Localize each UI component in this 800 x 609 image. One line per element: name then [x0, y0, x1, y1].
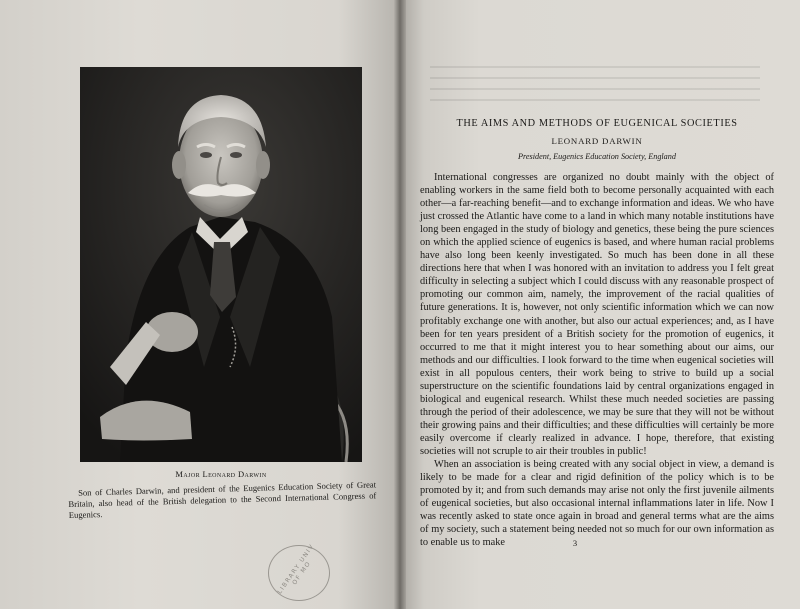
article-author: LEONARD DARWIN [551, 136, 643, 146]
library-stamp-text: LIBRARY UNIV OF MO [276, 542, 317, 596]
paragraph-2: When an association is being created with any social object in view, a demand is likely to be made for a clear and rigid definition of the policy which is to be promoted by it; and from such demands may arise not only the first juvenile ailments of eugenical societies, but also occasional internal inflammations later in life. Now I was recently asked to state once again in broad and general terms what are the aims of my society, such a statement being needed not so much for our own information as to enable us to make [420, 459, 774, 549]
portrait-illustration [80, 67, 362, 462]
paragraph-1: International congresses are organized no doubt mainly with the object of enabling workers in the same field both to become personally acquainted with each other—a far-reaching benefit—and to exchange information and ideas. We who have just crossed the Atlantic have come to a land in which many notable institutions have long been engaged in the study of biology and genetics, these being the pure sciences on which the applied science of eugenics is based, and where human racial problems have also long been keenly investigated. So much has been done in all these directions here that when I was honored with an invitation to address you I felt great difficulty in selecting a subject which I could discuss with any reasonable prospect of promoting our common aim, namely, the improvement of the racial qualities of future generations. It is, however, not only scientific information which we can now profitably exchange one with another, but also our actual experiences; and, as I have been for ten years president of a British society for the promotion of eugenics, it occurred to me that it might interest you to hear something about our aims, our methods and our difficulties. I look forward to the time when eugenical societies will exist in all populous centers, their work being to strive to build up a social superstructure on the scientific foundations laid by central organizations engaged in biological and eugenical research. Whilst these much needed societies are passing through the period of their adolescence, we may be sure that they will not be without their growing pains and their difficulties; and these difficulties will certainly be more easily overcome if clearly realized in advance. I hope, therefore, that existing societies will not scruple to air their troubles in public! [420, 172, 774, 457]
page-number: 3 [572, 538, 578, 548]
author-affiliation: President, Eugenics Education Society, England [518, 152, 676, 161]
article-title: THE AIMS AND METHODS OF EUGENICAL SOCIETIES [456, 118, 738, 129]
article [420, 118, 774, 549]
portrait-caption-title: Major Leonard Darwin [175, 469, 267, 479]
library-stamp [268, 542, 330, 601]
show-through-text [430, 66, 760, 106]
book-gutter [394, 0, 406, 609]
portrait-photograph [80, 67, 362, 462]
portrait-caption-text: Son of Charles Darwin, and president of the Eugenics Education Society of Great Britain, also head of the British delegation to the Second International Congress of Eugenics. [68, 479, 377, 520]
